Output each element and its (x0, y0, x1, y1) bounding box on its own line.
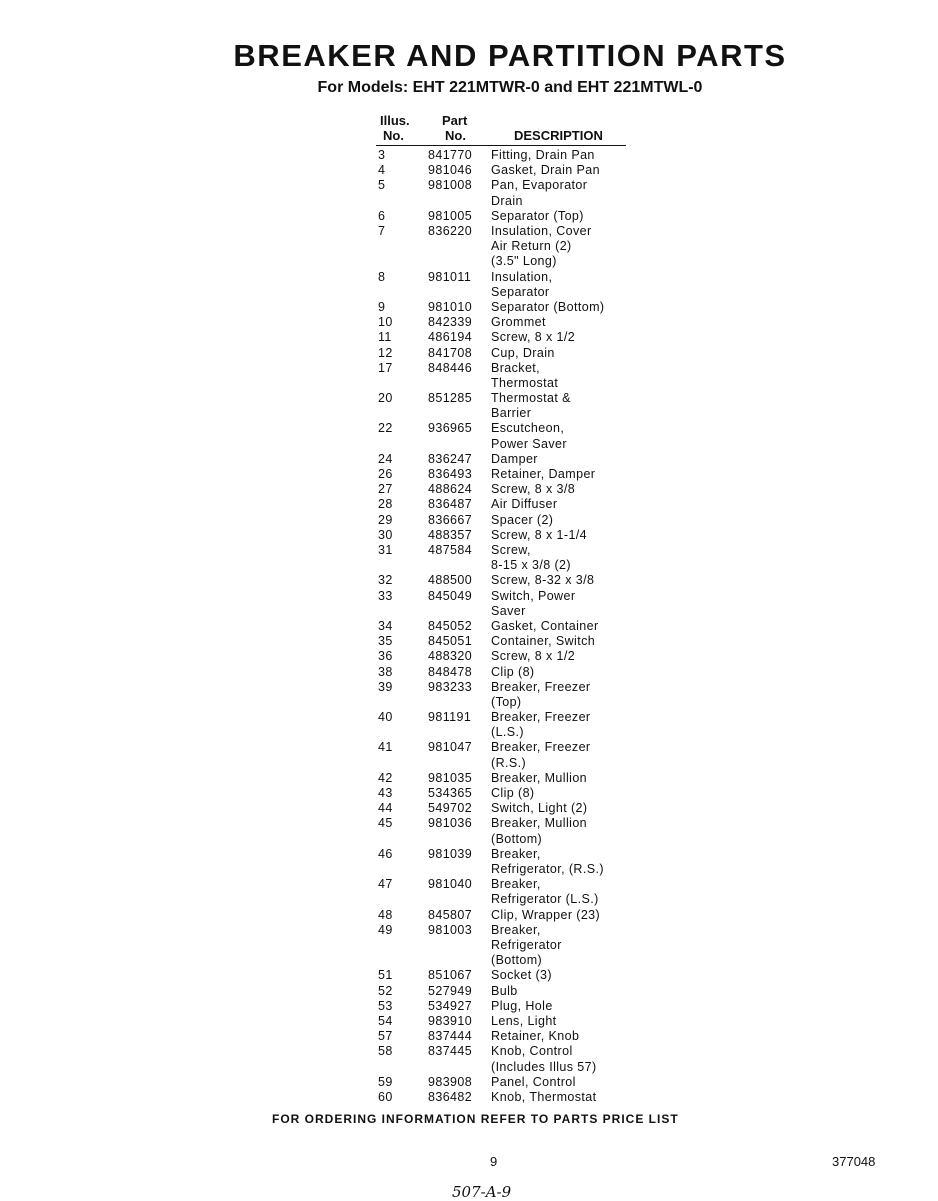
illus-number: 60 (378, 1089, 393, 1104)
part-description: Refrigerator, (R.S.) (491, 862, 604, 877)
part-number: 845052 (428, 618, 473, 633)
parts-row (0, 665, 700, 680)
illus-number: 28 (378, 497, 393, 512)
part-number: 981036 (428, 816, 473, 831)
illus-number: 59 (378, 1074, 393, 1089)
parts-row (0, 482, 700, 497)
parts-row (0, 330, 700, 345)
illus-number: 44 (378, 801, 393, 816)
part-number: 981011 (428, 269, 472, 284)
illus-number: 42 (378, 770, 393, 785)
parts-row (0, 1044, 700, 1074)
parts-row (0, 224, 700, 270)
illus-number: 35 (378, 634, 393, 649)
illus-number: 58 (378, 1044, 393, 1059)
illus-number: 43 (378, 786, 393, 801)
parts-row (0, 680, 700, 710)
illus-number: 51 (378, 968, 393, 983)
part-number: 836247 (428, 451, 473, 466)
parts-row (0, 1090, 700, 1105)
parts-row (0, 452, 700, 467)
part-description: Knob, Control (491, 1044, 573, 1059)
part-description: Power Saver (491, 436, 567, 451)
document-number: 377048 (832, 1154, 876, 1169)
part-description: Breaker, Freezer (491, 740, 591, 755)
parts-list (0, 148, 700, 1105)
illus-number: 32 (378, 573, 393, 588)
part-number: 836482 (428, 1089, 473, 1104)
illus-number: 54 (378, 1013, 393, 1028)
part-number: 842339 (428, 315, 473, 330)
part-description: Drain (491, 193, 523, 208)
part-number: 836667 (428, 512, 473, 527)
parts-row (0, 923, 700, 969)
parts-row (0, 573, 700, 588)
parts-row (0, 467, 700, 482)
illus-number: 24 (378, 451, 393, 466)
part-description: Barrier (491, 406, 532, 421)
illus-number: 33 (378, 588, 393, 603)
part-number: 488320 (428, 649, 473, 664)
part-description: Bulb (491, 983, 518, 998)
part-description: Screw, 8 x 1/2 (491, 330, 576, 345)
part-description: Switch, Light (2) (491, 801, 588, 816)
part-description: Screw, 8 x 1-1/4 (491, 527, 588, 542)
part-description: (Top) (491, 694, 522, 709)
part-number: 836220 (428, 223, 473, 238)
part-number: 981047 (428, 740, 473, 755)
part-number: 981046 (428, 163, 473, 178)
parts-row (0, 801, 700, 816)
parts-row (0, 968, 700, 983)
part-number: 981191 (428, 710, 472, 725)
part-number: 841770 (428, 148, 473, 162)
part-description: Lens, Light (491, 1013, 557, 1028)
illus-number: 7 (378, 223, 386, 238)
illus-number: 36 (378, 649, 393, 664)
header-rule (376, 145, 626, 146)
part-description: Bracket, (491, 360, 541, 375)
part-description: Damper (491, 451, 538, 466)
part-number: 527949 (428, 983, 473, 998)
part-number: 981003 (428, 922, 473, 937)
part-description: Refrigerator (L.S.) (491, 892, 599, 907)
part-description: Breaker, (491, 877, 541, 892)
part-header-line1: Part (442, 113, 468, 128)
illus-number: 31 (378, 542, 393, 557)
part-description: (3.5" Long) (491, 254, 557, 269)
description-header: DESCRIPTION (514, 128, 603, 143)
part-number: 981010 (428, 299, 473, 314)
part-description: Breaker, (491, 846, 541, 861)
part-description: Separator (491, 284, 550, 299)
part-number: 487584 (428, 542, 473, 557)
parts-row (0, 163, 700, 178)
part-description: (Bottom) (491, 831, 543, 846)
part-number: 534927 (428, 998, 473, 1013)
part-number: 983908 (428, 1074, 473, 1089)
part-number: 488624 (428, 482, 473, 497)
parts-row (0, 877, 700, 907)
part-description: (L.S.) (491, 725, 524, 740)
part-number: 488500 (428, 573, 473, 588)
part-description: Insulation, (491, 269, 553, 284)
models-subtitle: For Models: EHT 221MTWR-0 and EHT 221MTWL-0 (317, 79, 703, 96)
part-description: (Bottom) (491, 953, 543, 968)
part-description: Insulation, Cover (491, 223, 592, 238)
part-description: Separator (Bottom) (491, 299, 605, 314)
illus-number: 49 (378, 922, 393, 937)
part-number: 981039 (428, 846, 473, 861)
parts-row (0, 1014, 700, 1029)
illus-number: 26 (378, 467, 393, 482)
part-description: Screw, 8 x 1/2 (491, 649, 576, 664)
part-description: Gasket, Drain Pan (491, 163, 600, 178)
part-number: 841708 (428, 345, 473, 360)
part-number: 936965 (428, 421, 473, 436)
part-number: 837445 (428, 1044, 473, 1059)
illus-number: 48 (378, 907, 393, 922)
part-description: Grommet (491, 315, 546, 330)
part-number: 549702 (428, 801, 473, 816)
parts-row (0, 771, 700, 786)
illus-number: 41 (378, 740, 393, 755)
parts-row (0, 421, 700, 451)
handwritten-annotation: 507-A-9 (452, 1183, 512, 1201)
part-description: Thermostat & (491, 391, 571, 406)
part-number: 983910 (428, 1013, 473, 1028)
illus-number: 3 (378, 148, 386, 162)
parts-row (0, 270, 700, 300)
parts-row (0, 148, 700, 163)
illus-header-line2: No. (383, 128, 404, 143)
parts-row (0, 634, 700, 649)
illus-number: 27 (378, 482, 393, 497)
parts-row (0, 1029, 700, 1044)
illus-number: 10 (378, 315, 393, 330)
part-description: Fitting, Drain Pan (491, 148, 595, 162)
illus-number: 8 (378, 269, 386, 284)
parts-row (0, 543, 700, 573)
page-number: 9 (490, 1154, 498, 1169)
illus-number: 29 (378, 512, 393, 527)
part-number: 848478 (428, 664, 473, 679)
part-number: 836487 (428, 497, 473, 512)
part-description: Clip (8) (491, 786, 535, 801)
parts-row (0, 908, 700, 923)
part-header-line2: No. (445, 128, 466, 143)
parts-row (0, 346, 700, 361)
illus-number: 57 (378, 1029, 393, 1044)
part-description: 8-15 x 3/8 (2) (491, 558, 571, 573)
part-number: 981005 (428, 208, 473, 223)
part-description: Pan, Evaporator (491, 178, 588, 193)
part-number: 981040 (428, 877, 473, 892)
parts-row (0, 1075, 700, 1090)
parts-row (0, 315, 700, 330)
part-description: Socket (3) (491, 968, 552, 983)
parts-row (0, 361, 700, 391)
part-number: 851285 (428, 391, 473, 406)
part-description: Screw, 8 x 3/8 (491, 482, 576, 497)
part-description: Escutcheon, (491, 421, 565, 436)
part-description: Gasket, Container (491, 618, 599, 633)
illus-number: 9 (378, 299, 386, 314)
illus-number: 5 (378, 178, 386, 193)
illus-number: 12 (378, 345, 393, 360)
part-description: Plug, Hole (491, 998, 553, 1013)
part-description: Screw, 8-32 x 3/8 (491, 573, 595, 588)
illus-number: 46 (378, 846, 393, 861)
part-description: Screw, (491, 542, 531, 557)
parts-row (0, 999, 700, 1014)
part-description: Breaker, Freezer (491, 679, 591, 694)
parts-row (0, 209, 700, 224)
illus-header-line1: Illus. (380, 113, 410, 128)
parts-row (0, 816, 700, 846)
part-number: 488357 (428, 527, 473, 542)
parts-row (0, 740, 700, 770)
parts-row (0, 847, 700, 877)
illus-number: 22 (378, 421, 393, 436)
part-number: 486194 (428, 330, 473, 345)
parts-row (0, 178, 700, 208)
part-description: Breaker, Freezer (491, 710, 591, 725)
parts-row (0, 649, 700, 664)
illus-number: 20 (378, 391, 393, 406)
part-description: Retainer, Knob (491, 1029, 580, 1044)
part-description: Breaker, Mullion (491, 770, 588, 785)
part-description: Thermostat (491, 375, 559, 390)
part-description: Cup, Drain (491, 345, 555, 360)
part-number: 845807 (428, 907, 473, 922)
illus-number: 52 (378, 983, 393, 998)
part-number: 851067 (428, 968, 473, 983)
part-number: 836493 (428, 467, 473, 482)
parts-row (0, 619, 700, 634)
part-description: Panel, Control (491, 1074, 576, 1089)
part-description: Knob, Thermostat (491, 1089, 597, 1104)
part-number: 837444 (428, 1029, 473, 1044)
part-description: Separator (Top) (491, 208, 584, 223)
parts-row (0, 710, 700, 740)
illus-number: 47 (378, 877, 393, 892)
part-description: Spacer (2) (491, 512, 554, 527)
parts-row (0, 300, 700, 315)
illus-number: 4 (378, 163, 386, 178)
part-description: Retainer, Damper (491, 467, 596, 482)
part-description: Container, Switch (491, 634, 596, 649)
parts-row (0, 513, 700, 528)
part-description: Air Return (2) (491, 239, 572, 254)
part-number: 981035 (428, 770, 473, 785)
part-number: 981008 (428, 178, 473, 193)
part-description: (Includes Illus 57) (491, 1059, 597, 1074)
part-number: 848446 (428, 360, 473, 375)
part-description: (R.S.) (491, 755, 527, 770)
part-description: Saver (491, 603, 526, 618)
part-description: Switch, Power (491, 588, 576, 603)
illus-number: 6 (378, 208, 386, 223)
illus-number: 45 (378, 816, 393, 831)
part-description: Refrigerator (491, 937, 562, 952)
illus-number: 34 (378, 618, 393, 633)
illus-number: 39 (378, 679, 393, 694)
illus-number: 30 (378, 527, 393, 542)
ordering-note: FOR ORDERING INFORMATION REFER TO PARTS PRICE LIST (272, 1112, 679, 1126)
parts-row (0, 497, 700, 512)
parts-row (0, 391, 700, 421)
parts-row (0, 786, 700, 801)
part-number: 983233 (428, 679, 473, 694)
part-description: Breaker, Mullion (491, 816, 588, 831)
part-description: Air Diffuser (491, 497, 558, 512)
part-description: Clip (8) (491, 664, 535, 679)
part-description: Breaker, (491, 922, 541, 937)
part-description: Clip, Wrapper (23) (491, 907, 601, 922)
page-title: BREAKER AND PARTITION PARTS (233, 38, 787, 73)
parts-row (0, 589, 700, 619)
parts-row (0, 528, 700, 543)
part-number: 845049 (428, 588, 473, 603)
illus-number: 11 (378, 330, 392, 345)
illus-number: 17 (378, 360, 393, 375)
illus-number: 40 (378, 710, 393, 725)
part-number: 534365 (428, 786, 473, 801)
illus-number: 38 (378, 664, 393, 679)
illus-number: 53 (378, 998, 393, 1013)
part-number: 845051 (428, 634, 473, 649)
parts-row (0, 984, 700, 999)
